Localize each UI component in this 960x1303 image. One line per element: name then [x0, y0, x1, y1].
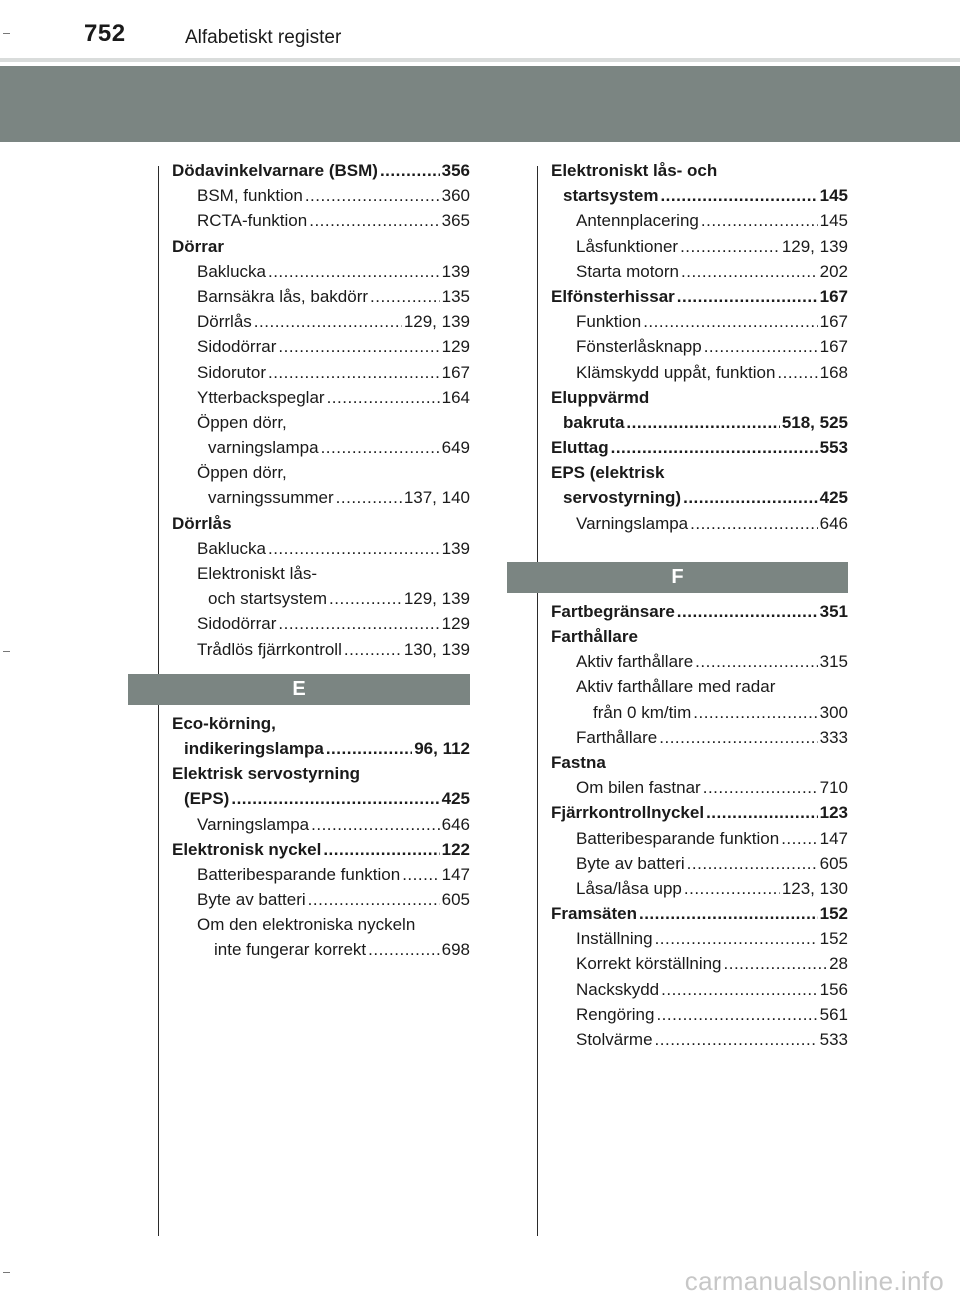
entry-page-ref: 147	[819, 828, 848, 848]
entry-term: Eco-körning,	[172, 713, 276, 733]
dot-leader	[311, 812, 439, 837]
crop-mark	[3, 33, 10, 34]
dot-leader	[677, 599, 818, 624]
page-number: 752	[84, 20, 126, 47]
index-entry	[551, 725, 848, 750]
entry-page-ref: 605	[819, 853, 848, 873]
dot-leader	[268, 259, 440, 284]
index-entry	[551, 826, 848, 851]
entry-page-ref: 300	[819, 702, 848, 722]
section-header-e: E	[128, 674, 470, 705]
entry-page-ref: 28	[829, 954, 848, 974]
index-entry	[172, 837, 470, 862]
entry-term: Nackskydd	[576, 979, 660, 999]
index-group-e	[172, 711, 470, 963]
index-entry	[172, 586, 470, 611]
entry-term: och startsystem	[208, 589, 328, 609]
entry-term: Batteribesparande funktion	[197, 864, 401, 884]
dot-leader	[706, 800, 818, 825]
entry-term: Elektroniskt lås- och	[551, 161, 718, 180]
entry-term: Låsa/låsa upp	[576, 878, 682, 898]
index-entry	[551, 158, 848, 183]
dot-leader	[703, 775, 818, 800]
entry-page-ref: 553	[819, 438, 848, 458]
entry-page-ref: 139	[441, 261, 470, 281]
entry-term: Elektronisk nyckel	[172, 839, 322, 859]
dot-leader	[305, 183, 440, 208]
entry-term: Aktiv farthållare med radar	[576, 677, 776, 697]
entry-page-ref: 137, 140	[403, 488, 470, 508]
entry-term: Öppen dörr,	[197, 463, 287, 483]
entry-term: Om bilen fastnar	[576, 778, 701, 798]
index-entry	[551, 410, 848, 435]
index-entry	[551, 750, 848, 775]
entry-term: Fastna	[551, 752, 606, 772]
entry-page-ref: 167	[441, 362, 470, 382]
section-header-f: F	[507, 562, 848, 593]
index-entry	[172, 158, 470, 183]
index-entry	[551, 674, 848, 699]
dot-leader	[684, 876, 780, 901]
index-entry	[172, 912, 470, 937]
entry-page-ref: 129, 139	[403, 312, 470, 332]
entry-term: Fartbegränsare	[551, 601, 675, 621]
dot-leader	[611, 435, 818, 460]
entry-page-ref: 561	[819, 1004, 848, 1024]
index-entry	[172, 259, 470, 284]
entry-term: Aktiv farthållare	[576, 652, 694, 672]
dot-leader	[704, 334, 818, 359]
entry-page-ref: 122	[441, 839, 470, 859]
entry-page-ref: 365	[441, 211, 470, 231]
dot-leader	[680, 234, 780, 259]
index-group-f	[551, 599, 848, 1052]
dot-leader	[380, 158, 440, 183]
entry-term: Framsäten	[551, 904, 637, 924]
entry-term: Stolvärme	[576, 1030, 653, 1049]
entry-term: Korrekt körställning	[576, 954, 722, 974]
dot-leader	[643, 309, 817, 334]
dot-leader	[321, 435, 440, 460]
index-entry	[172, 611, 470, 636]
dot-leader	[278, 334, 439, 359]
entry-term: Baklucka	[197, 261, 266, 281]
entry-term: Funktion	[576, 312, 642, 332]
index-entry	[172, 937, 470, 962]
index-entry	[551, 1027, 848, 1052]
entry-page-ref: 152	[819, 929, 848, 949]
dot-leader	[639, 901, 818, 926]
entry-page-ref: 145	[819, 211, 848, 231]
index-entry	[551, 700, 848, 725]
entry-page-ref: 315	[819, 652, 848, 672]
dot-leader	[368, 937, 439, 962]
entry-page-ref: 129	[441, 614, 470, 634]
entry-term: EPS (elektrisk	[551, 463, 665, 483]
entry-term: inte fungerar korrekt	[214, 940, 367, 960]
index-entry	[172, 511, 470, 536]
entry-term: servostyrning)	[563, 488, 682, 508]
index-entry	[551, 435, 848, 460]
dot-leader	[701, 208, 818, 233]
entry-term: Fönsterlåsknapp	[576, 337, 702, 357]
entry-term: Elektroniskt lås-	[197, 564, 317, 583]
index-entry	[172, 887, 470, 912]
entry-page-ref: 96, 112	[414, 738, 470, 758]
entry-page-ref: 164	[441, 387, 470, 407]
entry-term: Sidodörrar	[197, 337, 277, 357]
entry-term: varningssummer	[208, 488, 334, 508]
entry-page-ref: 649	[441, 438, 470, 458]
entry-term: Trådlös fjärrkontroll	[197, 639, 342, 659]
entry-term: Ytterbackspeglar	[197, 387, 325, 407]
entry-page-ref: 333	[819, 727, 848, 747]
entry-term: Varningslampa	[197, 814, 310, 834]
entry-page-ref: 129, 139	[781, 236, 848, 256]
index-entry	[172, 234, 470, 259]
index-entry	[551, 309, 848, 334]
index-entry	[172, 485, 470, 510]
entry-page-ref: 360	[441, 186, 470, 206]
entry-page-ref: 518, 525	[781, 412, 848, 432]
entry-term: Varningslampa	[576, 513, 689, 533]
crop-mark	[3, 651, 10, 652]
dot-leader	[655, 1027, 818, 1052]
header-divider	[0, 58, 960, 62]
dot-leader	[724, 951, 828, 976]
entry-term: Farthållare	[576, 727, 658, 747]
index-entry	[172, 360, 470, 385]
index-entry	[551, 775, 848, 800]
entry-page-ref: 135	[441, 286, 470, 306]
entry-term: Dödavinkelvarnare (BSM)	[172, 161, 378, 180]
entry-term: (EPS)	[184, 789, 230, 809]
index-entry	[551, 624, 848, 649]
dot-leader	[336, 485, 402, 510]
dot-leader	[268, 360, 440, 385]
entry-page-ref: 129	[441, 337, 470, 357]
entry-page-ref: 167	[819, 337, 848, 357]
index-entry	[551, 901, 848, 926]
index-entry	[172, 435, 470, 460]
dot-leader	[695, 649, 817, 674]
entry-term: Barnsäkra lås, bakdörr	[197, 286, 369, 306]
dot-leader	[309, 208, 439, 233]
index-entry	[551, 599, 848, 624]
watermark: carmanualsonline.info	[684, 1266, 944, 1296]
index-entry	[551, 234, 848, 259]
dot-leader	[693, 700, 817, 725]
entry-page-ref: 167	[819, 286, 848, 306]
dot-leader	[781, 826, 817, 851]
index-entry	[172, 637, 470, 662]
dot-leader	[326, 736, 412, 761]
dot-leader	[254, 309, 402, 334]
entry-term: Låsfunktioner	[576, 236, 679, 256]
index-entry	[551, 926, 848, 951]
entry-page-ref: 202	[819, 261, 848, 281]
index-entry	[551, 485, 848, 510]
entry-term: Öppen dörr,	[197, 412, 287, 432]
entry-page-ref: 130, 139	[403, 639, 470, 659]
entry-term: Sidodörrar	[197, 614, 277, 634]
entry-term: Starta motorn	[576, 261, 679, 281]
dot-leader	[687, 851, 818, 876]
entry-term: Byte av batteri	[576, 853, 685, 873]
entry-term: Eluppvärmd	[551, 387, 650, 407]
entry-page-ref: 123	[819, 803, 848, 823]
entry-term: Elfönsterhissar	[551, 286, 675, 306]
entry-page-ref: 145	[819, 186, 848, 206]
dot-leader	[308, 887, 440, 912]
index-column-right	[551, 158, 848, 1052]
entry-term: Elektrisk servostyrning	[172, 764, 361, 784]
entry-page-ref: 147	[441, 864, 470, 884]
dot-leader	[327, 385, 440, 410]
index-entry	[172, 536, 470, 561]
index-entry	[551, 851, 848, 876]
index-entry	[551, 259, 848, 284]
index-entry	[172, 208, 470, 233]
dot-leader	[402, 862, 439, 887]
entry-term: startsystem	[563, 186, 659, 206]
dot-leader	[683, 485, 818, 510]
index-entry	[551, 876, 848, 901]
entry-page-ref: 356	[441, 161, 470, 180]
entry-term: Om den elektroniska nyckeln	[197, 915, 416, 935]
dot-leader	[323, 837, 439, 862]
entry-page-ref: 710	[819, 778, 848, 798]
crop-mark	[3, 1272, 10, 1273]
index-entry	[551, 951, 848, 976]
entry-term: Farthållare	[551, 627, 638, 646]
index-entry	[172, 284, 470, 309]
entry-term: Dörrlås	[197, 312, 252, 332]
entry-term: BSM, funktion	[197, 186, 303, 206]
entry-term: varningslampa	[208, 438, 319, 458]
entry-page-ref: 646	[441, 814, 470, 834]
index-entry	[172, 711, 470, 736]
index-entry	[172, 183, 470, 208]
entry-page-ref: 698	[441, 940, 470, 960]
index-entry	[551, 284, 848, 309]
dot-leader	[626, 410, 779, 435]
entry-term: Sidorutor	[197, 362, 266, 382]
entry-page-ref: 168	[819, 362, 848, 382]
dot-leader	[690, 511, 817, 536]
index-entry	[551, 360, 848, 385]
index-entry	[172, 786, 470, 811]
index-entry	[172, 460, 470, 485]
dot-leader	[278, 611, 439, 636]
index-entry	[172, 309, 470, 334]
entry-page-ref: 425	[441, 789, 470, 809]
header-band	[0, 66, 960, 142]
index-entry	[551, 183, 848, 208]
entry-page-ref: 425	[819, 488, 848, 508]
right-column-rule	[537, 166, 538, 1236]
dot-leader	[231, 786, 439, 811]
index-entry	[551, 334, 848, 359]
index-entry	[172, 761, 470, 786]
entry-term: Rengöring	[576, 1004, 655, 1024]
dot-leader	[268, 536, 440, 561]
dot-leader	[677, 284, 818, 309]
index-entry	[551, 460, 848, 485]
entry-term: Batteribesparande funktion	[576, 828, 780, 848]
index-entry	[551, 977, 848, 1002]
index-entry	[551, 385, 848, 410]
index-group-d	[172, 158, 470, 662]
dot-leader	[681, 259, 818, 284]
entry-term: Byte av batteri	[197, 890, 306, 910]
entry-page-ref: 156	[819, 979, 848, 999]
entry-page-ref: 129, 139	[403, 589, 470, 609]
entry-term: Dörrlås	[172, 513, 232, 533]
entry-page-ref: 152	[819, 904, 848, 924]
entry-page-ref: 605	[441, 890, 470, 910]
entry-page-ref: 646	[819, 513, 848, 533]
entry-term: Antennplacering	[576, 211, 699, 231]
entry-term: från 0 km/tim	[593, 702, 692, 722]
entry-term: Baklucka	[197, 538, 266, 558]
entry-page-ref: 123, 130	[781, 878, 848, 898]
entry-term: Fjärrkontrollnyckel	[551, 803, 705, 823]
entry-page-ref: 351	[819, 601, 848, 621]
entry-term: RCTA-funktion	[197, 211, 308, 231]
entry-term: Dörrar	[172, 236, 224, 256]
dot-leader	[655, 926, 818, 951]
entry-term: Inställning	[576, 929, 653, 949]
dot-leader	[370, 284, 440, 309]
page-header	[0, 0, 960, 58]
entry-term: Klämskydd uppåt, funktion	[576, 362, 776, 382]
entry-page-ref: 139	[441, 538, 470, 558]
entry-term: bakruta	[563, 412, 625, 432]
index-entry	[172, 334, 470, 359]
index-entry	[172, 385, 470, 410]
index-entry	[172, 410, 470, 435]
index-entry	[551, 511, 848, 536]
index-entry	[551, 649, 848, 674]
index-entry	[551, 1002, 848, 1027]
dot-leader	[659, 725, 817, 750]
dot-leader	[329, 586, 402, 611]
index-group-e-continued	[551, 158, 848, 536]
entry-term: Eluttag	[551, 438, 609, 458]
index-entry	[172, 561, 470, 586]
index-entry	[172, 736, 470, 761]
dot-leader	[660, 183, 817, 208]
index-entry	[172, 812, 470, 837]
dot-leader	[777, 360, 817, 385]
index-column-left	[172, 158, 470, 963]
page-title: Alfabetiskt register	[185, 27, 342, 48]
dot-leader	[656, 1002, 817, 1027]
entry-page-ref: 533	[819, 1030, 848, 1049]
index-entry	[551, 208, 848, 233]
index-entry	[551, 800, 848, 825]
dot-leader	[661, 977, 817, 1002]
entry-term: indikeringslampa	[184, 738, 324, 758]
entry-page-ref: 167	[819, 312, 848, 332]
dot-leader	[344, 637, 402, 662]
index-entry	[172, 862, 470, 887]
